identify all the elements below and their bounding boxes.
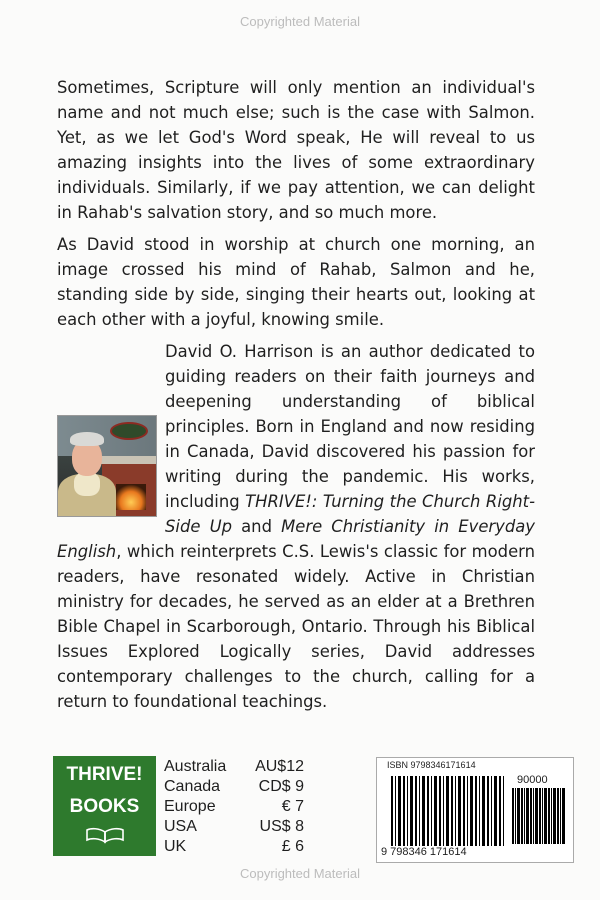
author-bio bbox=[57, 339, 535, 714]
barcode-bar bbox=[542, 788, 543, 844]
price-row bbox=[164, 837, 304, 857]
price-value: € 7 bbox=[281, 798, 304, 815]
barcode-bar bbox=[458, 776, 461, 846]
barcode-bar bbox=[407, 776, 408, 846]
barcode-bar bbox=[521, 788, 523, 844]
watermark-bottom: Copyrighted Material bbox=[240, 866, 360, 881]
barcode-bar bbox=[470, 776, 473, 846]
barcode-bar bbox=[479, 776, 480, 846]
barcode-bar bbox=[427, 776, 429, 846]
barcode-bar bbox=[544, 788, 547, 844]
barcode-supplement-bars bbox=[512, 788, 568, 844]
price-value: US$ 8 bbox=[259, 818, 304, 835]
price-country: Europe bbox=[164, 798, 216, 815]
barcode-bar bbox=[455, 776, 456, 846]
barcode-bar bbox=[422, 776, 425, 846]
barcode-bar bbox=[419, 776, 420, 846]
barcode-supplement: 90000 bbox=[517, 774, 548, 786]
author-photo bbox=[57, 415, 157, 517]
barcode-bar bbox=[517, 788, 520, 844]
barcode-bar bbox=[524, 788, 525, 844]
bio-and: and bbox=[232, 517, 282, 536]
barcode-bar bbox=[548, 788, 550, 844]
barcode-bar bbox=[410, 776, 413, 846]
price-country: USA bbox=[164, 818, 197, 835]
barcode-bar bbox=[475, 776, 477, 846]
barcode-bar bbox=[530, 788, 532, 844]
bio-text bbox=[57, 339, 535, 714]
logo-line-2: BOOKS bbox=[69, 796, 140, 817]
barcode-bar bbox=[557, 788, 559, 844]
publisher-logo bbox=[53, 756, 156, 856]
bio-part-1: David O. Harrison is an author dedicated to guiding readers on their faith journeys and deepening understanding of biblical principles. Born in England and now residing in Canada, David discovered his passion for writing during the pandemic. His works, including bbox=[165, 342, 535, 511]
price-row bbox=[164, 817, 304, 837]
barcode-bar bbox=[451, 776, 453, 846]
barcode-bar bbox=[463, 776, 465, 846]
barcode-digits: 9 798346 171614 bbox=[381, 846, 467, 858]
barcode-bar bbox=[533, 788, 534, 844]
price-row bbox=[164, 757, 304, 777]
isbn-barcode bbox=[376, 757, 574, 863]
watermark-top: Copyrighted Material bbox=[240, 14, 360, 29]
price-list bbox=[164, 757, 304, 857]
barcode-bar bbox=[415, 776, 417, 846]
barcode-bar bbox=[526, 788, 529, 844]
barcode-bar bbox=[491, 776, 492, 846]
barcode-bar bbox=[431, 776, 432, 846]
price-row bbox=[164, 797, 304, 817]
barcode-bar bbox=[391, 776, 393, 846]
price-country: Australia bbox=[164, 758, 227, 775]
barcode-bar bbox=[434, 776, 437, 846]
isbn-label: ISBN 9798346171614 bbox=[387, 760, 476, 770]
barcode-bar bbox=[403, 776, 405, 846]
blurb-paragraph-1 bbox=[57, 75, 535, 225]
price-country: UK bbox=[164, 838, 187, 855]
barcode-bar bbox=[515, 788, 516, 844]
price-value: AU$12 bbox=[255, 758, 304, 775]
barcode-bar bbox=[467, 776, 468, 846]
barcode-bar bbox=[535, 788, 538, 844]
open-book-icon bbox=[85, 826, 125, 844]
barcode-bar bbox=[395, 776, 396, 846]
bio-part-2: , which reinterprets C.S. Lewis's classic for modern readers, have resonated widely. Active in Christian ministry for decades, he served as an elder at a Brethren Bible Chapel in Scarborough, Ontario. Through his Biblical Issues Explored Logically series, David addresses contemporary challenges to the church, calling for a return to foundational teachings. bbox=[57, 542, 535, 711]
barcode-bar bbox=[443, 776, 444, 846]
barcode-bar bbox=[539, 788, 541, 844]
paragraph-text: As David stood in worship at church one morning, an image crossed his mind of Rahab, Salmon and he, standing side by side, singing their hearts out, looking at each other with a joyful, knowing smile. bbox=[57, 235, 535, 329]
logo-line-1: THRIVE! bbox=[66, 764, 143, 785]
barcode-bar bbox=[487, 776, 489, 846]
barcode-bar bbox=[551, 788, 552, 844]
barcode-bar bbox=[553, 788, 556, 844]
barcode-bar bbox=[512, 788, 514, 844]
book-title-mere-christianity: Mere Christianity in Everyday English bbox=[57, 517, 536, 561]
barcode-bar bbox=[503, 776, 504, 846]
paragraph-text: Sometimes, Scripture will only mention an individual's name and not much else; such is the case with Salmon. Yet, as we let God's Word speak, He will reveal to us amazing insights into the lives of some extraordinary individuals. Similarly, if we pay attention, we can delight in Rahab's salvation story, and so much more. bbox=[57, 78, 535, 222]
price-value: CD$ 9 bbox=[258, 778, 304, 795]
blurb-paragraph-2 bbox=[57, 232, 535, 332]
barcode-bar bbox=[494, 776, 497, 846]
price-country: Canada bbox=[164, 778, 221, 795]
barcode-bar bbox=[446, 776, 449, 846]
book-title-thrive: THRIVE!: Turning the Church Right-Side Up bbox=[165, 492, 536, 536]
barcode-bar bbox=[562, 788, 565, 844]
barcode-bar bbox=[560, 788, 561, 844]
price-row bbox=[164, 777, 304, 797]
barcode-bar bbox=[482, 776, 485, 846]
barcode-bar bbox=[439, 776, 441, 846]
barcode-bar bbox=[398, 776, 401, 846]
barcode-bars bbox=[391, 776, 507, 846]
price-value: £ 6 bbox=[281, 838, 304, 855]
barcode-bar bbox=[499, 776, 501, 846]
